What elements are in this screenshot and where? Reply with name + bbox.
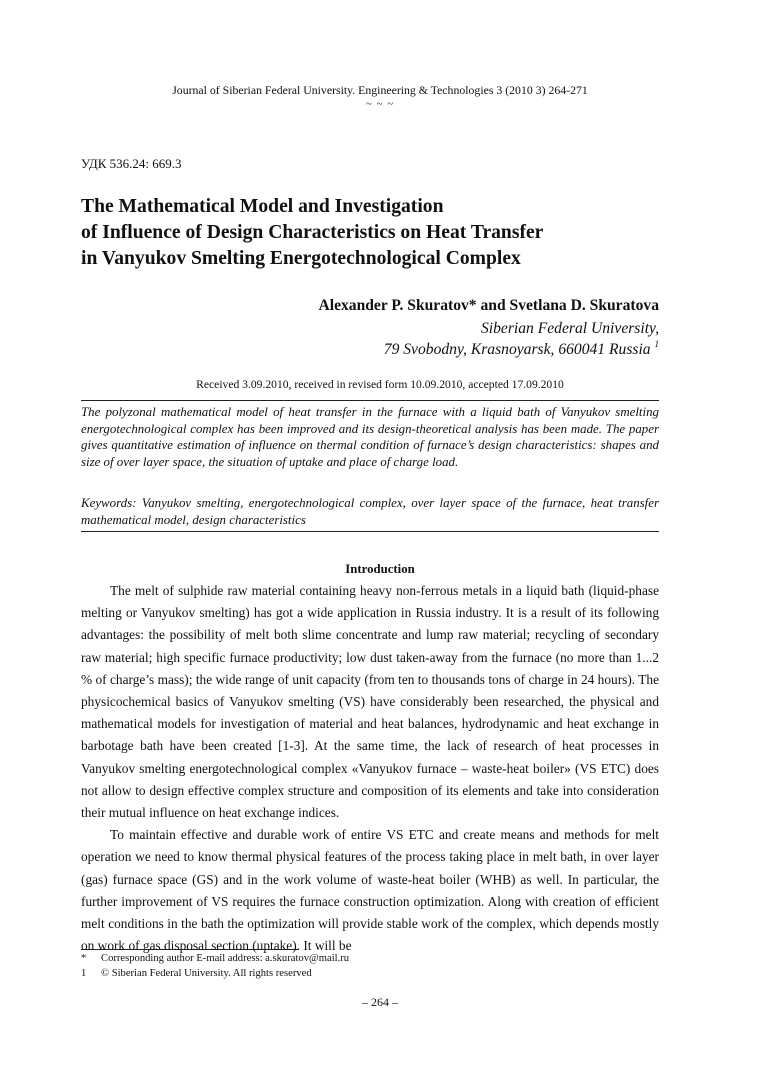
article-title xyxy=(81,194,681,272)
abstract-top-rule xyxy=(81,400,659,401)
abstract: The polyzonal mathematical model of heat transfer in the furnace with a liquid bath of Vanyukov smelting energotechnological complex has been improved and its design-theoretical analysis has been made. The paper gives quantitative estimation of influence on thermal condition of furnace’s design characteristics: shapes and size of over layer space, the situation of uptake and place of charge load. xyxy=(81,405,659,469)
footnote-text: Corresponding author E-mail address: a.skuratov@mail.ru xyxy=(101,953,350,964)
affiliation-university: Siberian Federal University, xyxy=(481,320,659,337)
header-ornament: ~ ~ ~ xyxy=(365,98,395,110)
authors: Alexander P. Skuratov* and Svetlana D. Skuratova xyxy=(318,297,659,314)
paragraph: To maintain effective and durable work of entire VS ETC and create means and methods for melt operation we need to know thermal physical features of the process taking place in melt bath, in over layer (gas) furnace space (GS) and in the work volume of waste-heat boiler (WHB) as well. In particular, the further improvement of VS requires the furnace construction optimization. Along with creation of efficient melt conditions in the bath the optimization will provide stable work of the complex, which depends mostly on work of gas disposal section (uptake). It will be xyxy=(81,827,659,954)
introduction-body xyxy=(81,580,659,957)
footnote xyxy=(81,952,659,967)
footnote-text: © Siberian Federal University. All rights reserved xyxy=(101,967,312,979)
footnote-mark: * xyxy=(81,953,87,964)
title-line: of Influence of Design Characteristics on Heat Transfer xyxy=(81,222,544,243)
footnote xyxy=(81,967,659,982)
title-line: The Mathematical Model and Investigation xyxy=(81,196,444,217)
affiliation-footnote-mark: 1 xyxy=(654,339,659,349)
keywords: Keywords: Vanyukov smelting, energotechnological complex, over layer space of the furnace, heat transfer mathematical model, design characteristics xyxy=(81,496,659,527)
title-line: in Vanyukov Smelting Energotechnological Complex xyxy=(81,248,521,269)
journal-header: Journal of Siberian Federal University. Engineering & Technologies 3 (2010 3) 264-271 xyxy=(172,83,588,97)
section-heading-introduction: Introduction xyxy=(345,562,415,576)
affiliation xyxy=(384,318,659,360)
udc-code: УДК 536.24: 669.3 xyxy=(81,156,182,171)
affiliation-address xyxy=(384,339,659,360)
page-number: – 264 – xyxy=(362,995,398,1009)
footnotes xyxy=(81,952,659,981)
paragraph: The melt of sulphide raw material containing heavy non-ferrous metals in a liquid bath (liquid-phase melting or Vanyukov smelting) has got a wide application in Russia industry. It is a result of its following advantages: the possibility of melt both slime concentrate and lump raw material; recycling of secondary raw material; high specific furnace productivity; low dust taken-away from the furnace (no more than 1...2 % of charge’s mass); the wide range of unit capacity (from ten to thousands tons of charge in 24 hours). The physicochemical basics of Vanyukov smelting (VS) have considerably been researched, the physical and mathematical models for investigation of material and heat balances, hydrodynamic and heat exchange in barbotage bath have been created [1-3]. At the same time, the lack of research of heat processes in Vanyukov smelting energotechnological complex «Vanyukov furnace – waste-heat boiler» (VS ETC) does not allow to design effective complex structure and composition of its elements and take into consideration their mutual influence on heat exchange indices. xyxy=(81,583,659,821)
received-dates: Received 3.09.2010, received in revised form 10.09.2010, accepted 17.09.2010 xyxy=(196,378,564,391)
affiliation-address-text: 79 Svobodny, Krasnoyarsk, 660041 Russia xyxy=(383,341,651,358)
footnote-rule xyxy=(81,949,299,950)
footnote-mark: 1 xyxy=(81,967,87,979)
abstract-bottom-rule xyxy=(81,531,659,532)
